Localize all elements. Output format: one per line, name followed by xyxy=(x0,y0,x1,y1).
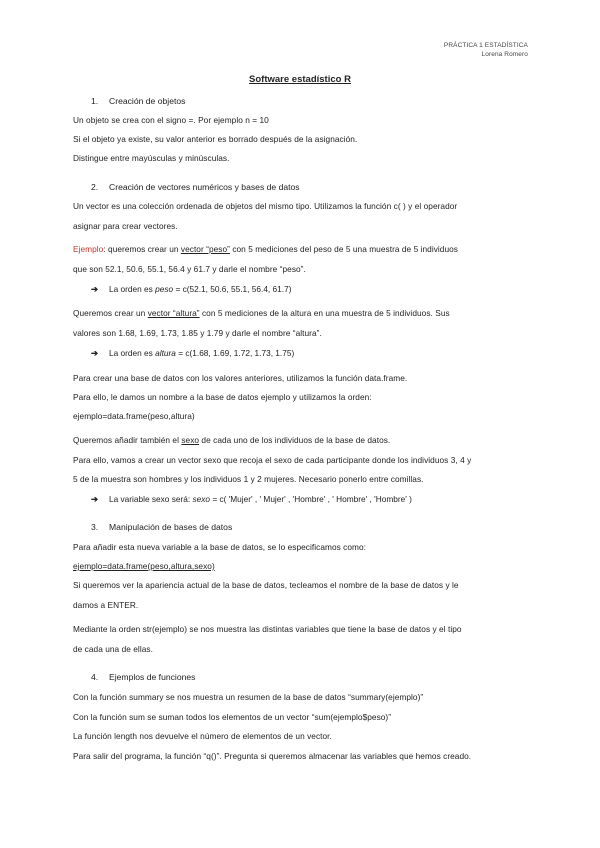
altura-line xyxy=(73,308,450,318)
bullet-var: peso xyxy=(155,284,174,294)
section-4-heading xyxy=(91,672,195,682)
paragraph-line: Para añadir esta nueva variable a la base de datos, se lo especificamos como: xyxy=(73,542,367,552)
paragraph-line: Distingue entre mayúsculas y minúsculas. xyxy=(73,153,230,163)
arrow-icon: ➔ xyxy=(91,348,98,358)
section-3-heading xyxy=(91,522,232,532)
paragraph-line: Para salir del programa, la función “q()”. Pregunta si queremos almacenar las variables que hemos creado. xyxy=(73,751,472,761)
example-line xyxy=(73,244,458,254)
paragraph-line: Un vector es una colección ordenada de objetos del mismo tipo. Utilizamos la función c( ) y el operador xyxy=(73,201,458,211)
paragraph-line: Si queremos ver la apariencia actual de la base de datos, tecleamos el nombre de la base de datos y le xyxy=(73,580,459,590)
paragraph-line: Un objeto se crea con el signo =. Por ejemplo n = 10 xyxy=(73,115,269,125)
bullet-text: La orden es xyxy=(109,348,156,358)
example-text: con 5 mediciones del peso de 5 una muestra de 5 individuos xyxy=(229,244,458,254)
section-title: Ejemplos de funciones xyxy=(109,672,196,682)
paragraph-line: Si el objeto ya existe, su valor anterior es borrado después de la asignación. xyxy=(73,134,358,144)
paragraph-line: Para ello, vamos a crear un vector sexo que recoja el sexo de cada participante donde los individuos 3, 4 y xyxy=(73,455,472,465)
section-number: 1. xyxy=(91,96,99,106)
paragraph-text: de cada uno de los individuos de la base de datos. xyxy=(199,435,391,445)
paragraph-line: Con la función sum se suman todos los elementos de un vector “sum(ejemplo$peso)” xyxy=(73,712,392,722)
bullet-text: La variable sexo será: xyxy=(109,494,193,504)
example-text: : queremos crear un xyxy=(103,244,181,254)
bullet-var: altura xyxy=(155,348,176,358)
paragraph-line: valores son 1.68, 1.69, 1.73, 1.85 y 1.79 y darle el nombre “altura”. xyxy=(73,328,322,338)
arrow-icon: ➔ xyxy=(91,284,98,294)
paragraph-line: La función length nos devuelve el número de elementos de un vector. xyxy=(73,731,332,741)
arrow-icon: ➔ xyxy=(91,494,98,504)
section-title: Creación de vectores numéricos y bases de datos xyxy=(109,182,300,192)
paragraph-line: de cada una de ellas. xyxy=(73,644,153,654)
bullet-text: = c(52.1, 50.6, 55.1, 56.4, 61.7) xyxy=(173,284,292,294)
section-2-heading xyxy=(91,182,300,192)
paragraph-line: Con la función summary se nos muestra un resumen de la base de datos “summary(ejemplo)” xyxy=(73,692,424,702)
document-title: Software estadístico R xyxy=(249,74,351,85)
bullet-text: = c( 'Mujer' , ' Mujer' , 'Hombre' , ' Hombre' , 'Hombre' ) xyxy=(210,494,412,504)
bullet-text: La orden es xyxy=(109,284,156,294)
paragraph-line: ejemplo=data.frame(peso,altura) xyxy=(73,411,195,421)
sexo-line xyxy=(73,435,390,445)
paragraph-line: Mediante la orden str(ejemplo) se nos muestra las distintas variables que tiene la base de datos y el tipo xyxy=(73,624,462,634)
header-course: PRÁCTICA 1 ESTADÍSTICA xyxy=(443,42,528,49)
paragraph-line: Para crear una base de datos con los valores anteriores, utilizamos la función data.frame. xyxy=(73,373,408,383)
section-1-heading xyxy=(91,96,185,106)
section-number: 2. xyxy=(91,182,99,192)
bullet-text: = c(1.68, 1.69, 1.72, 1.73, 1.75) xyxy=(175,348,295,358)
sexo-term: sexo xyxy=(181,435,200,445)
vector-peso-term: vector “peso” xyxy=(180,244,230,254)
paragraph-line: 5 de la muestra son hombres y los individuos 1 y 2 mujeres. Necesario ponerlo entre comillas. xyxy=(73,474,424,484)
paragraph-text: con 5 mediciones de la altura en una muestra de 5 individuos. Sus xyxy=(199,308,450,318)
paragraph-text: Queremos añadir también el xyxy=(73,435,182,445)
code-line: ejemplo=data.frame(peso,altura,sexo) xyxy=(73,561,215,571)
section-title: Creación de objetos xyxy=(109,96,186,106)
paragraph-text: Queremos crear un xyxy=(73,308,148,318)
section-number: 4. xyxy=(91,672,99,682)
section-title: Manipulación de bases de datos xyxy=(109,522,233,532)
bullet-peso xyxy=(91,284,291,294)
bullet-sexo xyxy=(91,494,412,504)
bullet-var: sexo xyxy=(192,494,211,504)
paragraph-line: damos a ENTER. xyxy=(73,600,139,610)
vector-altura-term: vector “altura” xyxy=(147,308,200,318)
header-author: Lorena Romero xyxy=(481,51,528,58)
paragraph-line: asignar para crear vectores. xyxy=(73,221,178,231)
paragraph-line: que son 52.1, 50.6, 55.1, 56.4 y 61.7 y darle el nombre “peso”. xyxy=(73,264,306,274)
paragraph-line: Para ello, le damos un nombre a la base de datos ejemplo y utilizamos la orden: xyxy=(73,392,372,402)
example-label: Ejemplo xyxy=(73,244,104,254)
section-number: 3. xyxy=(91,522,99,532)
bullet-altura xyxy=(91,348,294,358)
